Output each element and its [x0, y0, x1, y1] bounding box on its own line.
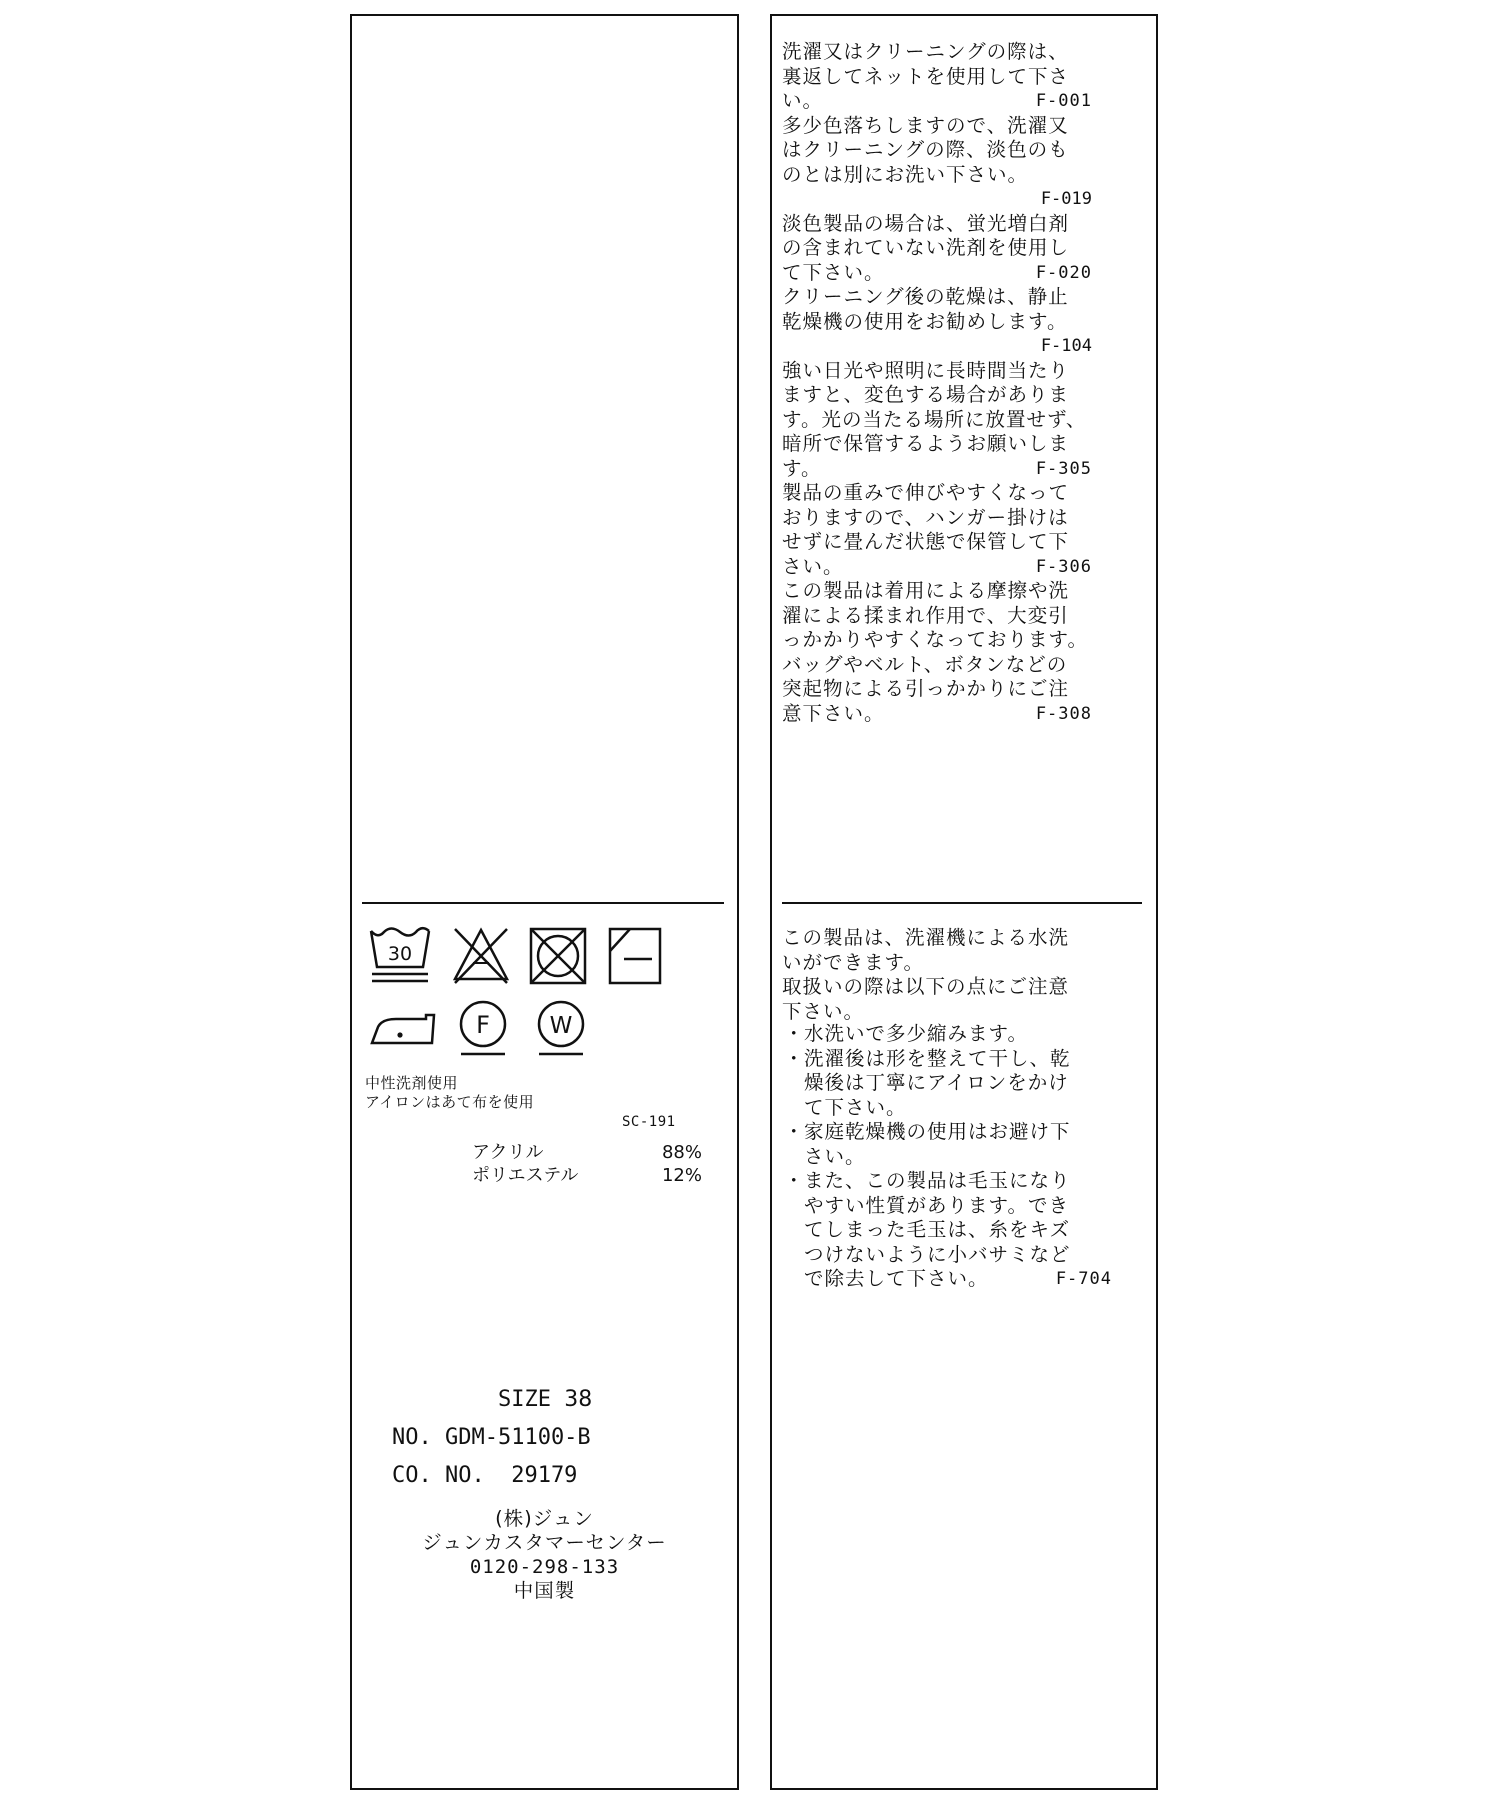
care-notice-code: F-305: [1035, 458, 1092, 479]
care-notice: [782, 212, 1092, 286]
care-notice-text: 淡色製品の場合は、蛍光増白剤 の含まれていない洗剤を使用し て下さい。: [782, 211, 1070, 284]
product-number: NO. GDM-51100-B: [392, 1425, 591, 1450]
bullet-dot: ・: [784, 1120, 805, 1143]
care-notice-code: F-020: [1035, 262, 1092, 283]
no-tumble-dry-icon: [527, 925, 589, 987]
size-line: [498, 1387, 592, 1412]
dry-clean-f-icon: [456, 998, 510, 1060]
care-notice-text: 強い日光や照明に長時間当たり ますと、変色する場合がありま す。光の当たる場所に放置せず、 暗所で保管するようお願いしま す。: [782, 358, 1087, 480]
wash-notice-bullet: [782, 1120, 1102, 1169]
fiber-name: ポリエステル: [472, 1165, 579, 1186]
care-notice: [782, 114, 1092, 212]
fiber-name: アクリル: [472, 1142, 544, 1163]
bullet-dot: ・: [784, 1046, 805, 1070]
care-notice-text: 多少色落ちしますので、洗濯又 はクリーニングの際、淡色のも のとは別にお洗い下さい。: [782, 113, 1069, 186]
bullet-dot: ・: [784, 1169, 805, 1192]
iron-low-icon: [368, 1005, 438, 1051]
care-notice: [782, 40, 1092, 114]
wash-notice-intro-text: この製品は、洗濯機による水洗 いができます。 取扱いの際は以下の点にご注意 下さい。: [782, 926, 1070, 1023]
phone-number: 0120-298-133: [469, 1556, 620, 1578]
country-of-origin: 中国製: [513, 1579, 576, 1602]
size-value: 38: [564, 1387, 593, 1412]
fiber-percent: 12%: [661, 1165, 702, 1186]
care-notice-text: この製品は着用による摩擦や洗 濯による揉まれ作用で、大変引 っかかりやすくなっております。 バッグやベルト、ボタンなどの 突起物による引っかかりにご注 意下さい。: [782, 579, 1088, 725]
care-symbols: [368, 925, 688, 1065]
wet-clean-letter: W: [549, 1013, 573, 1039]
care-notice-code: F-308: [1035, 703, 1092, 724]
care-notice: [782, 359, 1092, 482]
label-divider-right: [782, 902, 1142, 904]
care-notice: [782, 579, 1092, 726]
wash-notice-bullet: [782, 1047, 1102, 1121]
care-notice: [782, 481, 1092, 579]
care-notice-code: F-306: [1035, 556, 1092, 577]
care-notice-text: クリーニング後の乾燥は、静止 乾燥機の使用をお勧めします。: [782, 285, 1069, 333]
label-divider-left: [362, 902, 724, 904]
bullet-dot: ・: [784, 1022, 805, 1045]
care-instruction: 中性洗剤使用: [365, 1074, 459, 1092]
bullet-text: また、この製品は毛玉になり やすい性質があります。でき てしまった毛玉は、糸をキズ つけないように小バサミなど で除去して下さい。: [804, 1169, 1071, 1290]
dry-clean-letter: F: [476, 1011, 490, 1039]
co-number: CO. NO. 29179: [392, 1463, 578, 1488]
company-name: (株)ジュン: [495, 1507, 594, 1530]
wet-clean-w-icon: [534, 998, 588, 1060]
wash-notice-bullet: [782, 1022, 1102, 1047]
care-notice-code: F-104: [1040, 336, 1092, 356]
care-instruction: アイロンはあて布を使用: [365, 1093, 535, 1111]
care-notice-list: [782, 40, 1092, 726]
no-bleach-icon: [451, 925, 511, 987]
wash-30-gentle-icon: [368, 925, 432, 987]
care-code: SC-191: [622, 1114, 676, 1130]
care-notice-code: F-001: [1035, 91, 1092, 111]
fiber-percent: 88%: [661, 1142, 702, 1163]
care-notice-text: 洗濯又はクリーニングの際は、 裏返してネットを使用して下さ い。: [782, 40, 1070, 112]
care-notice-code: F-019: [1040, 189, 1092, 209]
wash-notice-bullets: [782, 1022, 1112, 1292]
customer-center: ジュンカスタマーセンター: [422, 1531, 667, 1554]
bullet-text: 水洗いで多少縮みます。: [804, 1022, 1028, 1045]
size-label: SIZE: [498, 1387, 551, 1412]
bullet-text: 家庭乾燥機の使用はお避け下 さい。: [804, 1120, 1071, 1168]
care-notice: [782, 285, 1092, 359]
wash-notice-bullet: [782, 1169, 1112, 1292]
wash-notice-code: F-704: [1055, 1269, 1112, 1289]
bullet-text: 洗濯後は形を整えて干し、乾 燥後は丁寧にアイロンをかけ て下さい。: [804, 1046, 1071, 1119]
care-notice-text: 製品の重みで伸びやすくなって おりますので、ハンガー掛けは せずに畳んだ状態で保管して下 さい。: [782, 481, 1070, 578]
wash-temp-label: 30: [387, 943, 413, 965]
drip-dry-shade-icon: [606, 925, 664, 987]
wash-notice-intro: [782, 926, 1092, 1024]
